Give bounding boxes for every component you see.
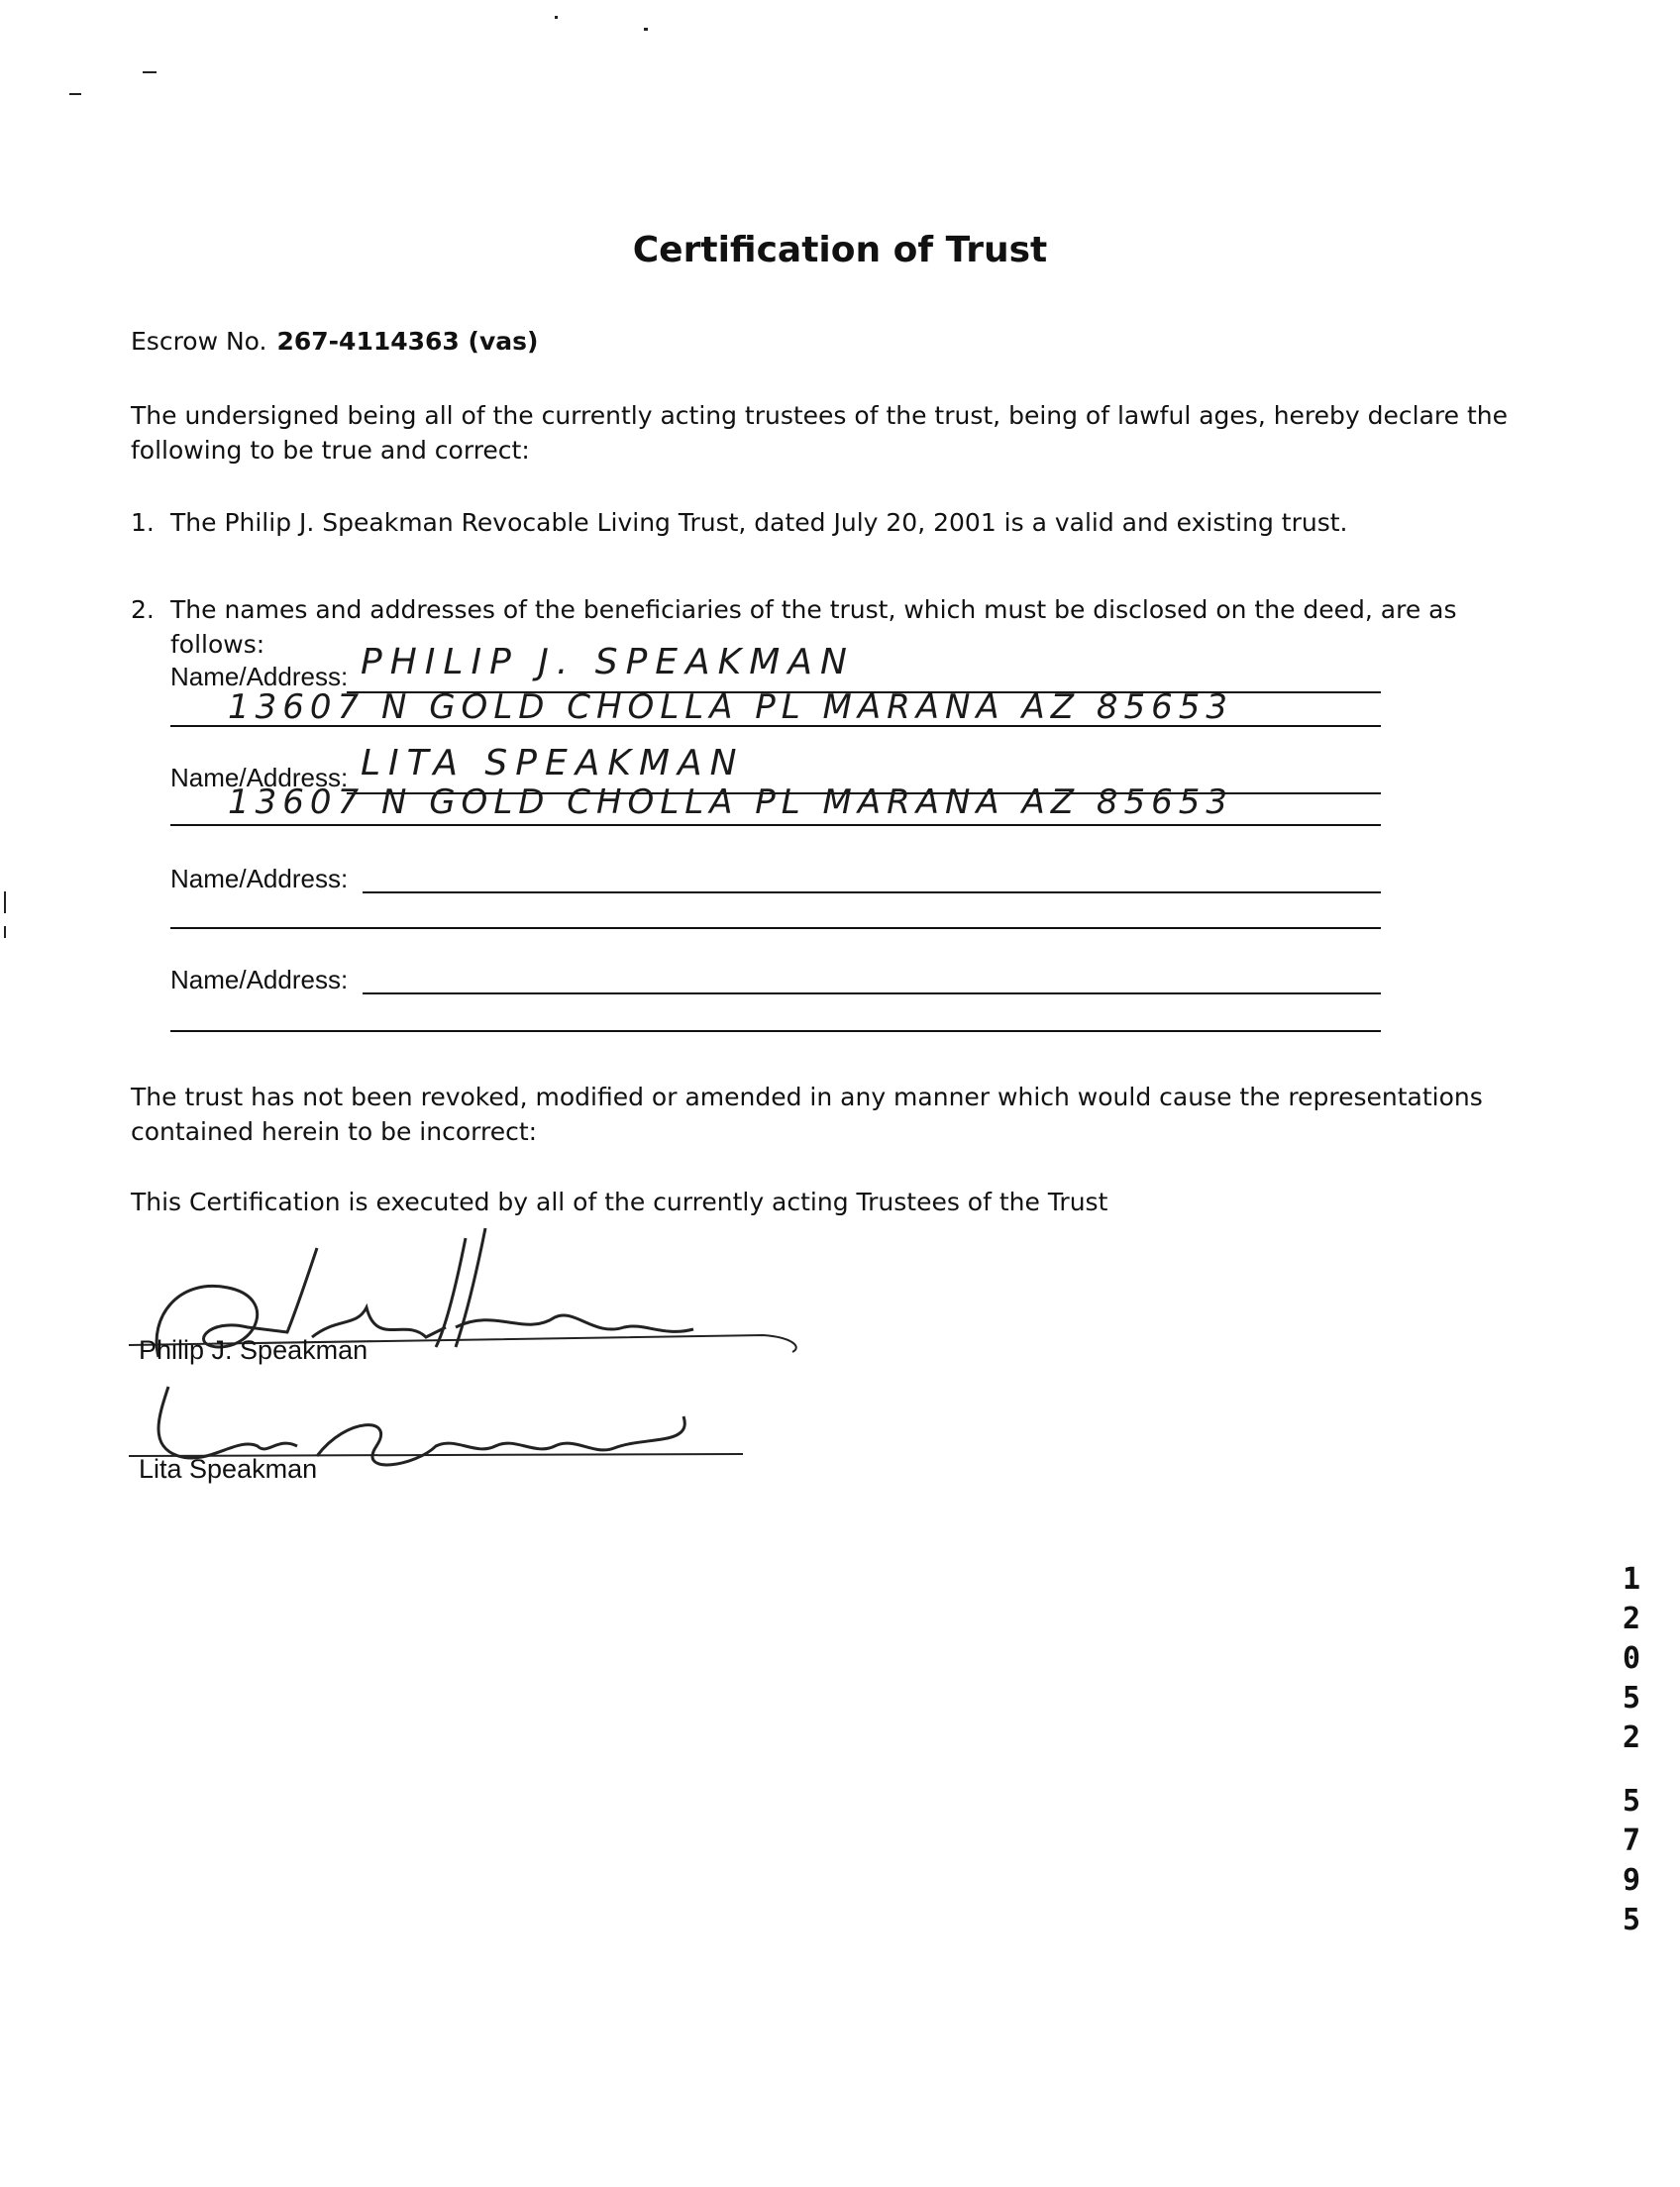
scan-speck <box>69 93 81 95</box>
stamp-digit: 2 <box>1622 1720 1641 1755</box>
signer-printed-name: Philip J. Speakman <box>139 1335 368 1365</box>
not-revoked-paragraph: The trust has not been revoked, modified or amended in any manner which would cause the representations contained herein to be incorrect: <box>131 1083 1483 1146</box>
item-1 <box>131 505 1518 540</box>
stamp-digit: 0 <box>1622 1641 1641 1676</box>
escrow-label: Escrow No. <box>131 327 267 356</box>
address-line <box>170 824 1381 826</box>
item-number: 1. <box>131 508 155 537</box>
scan-speck <box>143 71 157 73</box>
beneficiary-address-handwritten: 13607 N GOLD CHOLLA PL MARANA AZ 85653 <box>228 782 1234 822</box>
stamp-digit: 5 <box>1622 1784 1641 1819</box>
item-text: The names and addresses of the beneficiaries of the trust, which must be disclosed on the deed, are as <box>170 595 1457 624</box>
name-line <box>363 992 1381 994</box>
scan-speck <box>4 926 6 938</box>
address-line <box>170 927 1381 929</box>
address-line <box>170 725 1381 727</box>
stamp-digit: 9 <box>1622 1863 1641 1898</box>
escrow-line <box>131 327 538 356</box>
item-text: The Philip J. Speakman Revocable Living Trust, dated July 20, 2001 is a valid and existing trust. <box>170 508 1348 537</box>
scan-speck <box>644 28 648 31</box>
scan-speck <box>555 16 558 19</box>
stamp-digit: 2 <box>1622 1602 1641 1636</box>
escrow-number: 267-4114363 (vas) <box>276 327 539 356</box>
beneficiary-name-handwritten: LITA SPEAKMAN <box>361 743 745 783</box>
stamp-digit: 5 <box>1622 1903 1641 1937</box>
beneficiary-label: Name/Address: <box>170 662 349 691</box>
beneficiary-name-handwritten: PHILIP J. SPEAKMAN <box>361 642 855 682</box>
stamp-digit: 1 <box>1622 1562 1641 1597</box>
beneficiary-label: Name/Address: <box>170 864 349 893</box>
stamp-digit: 5 <box>1622 1681 1641 1716</box>
beneficiary-label: Name/Address: <box>170 763 349 792</box>
stamp-digit: 7 <box>1622 1823 1641 1858</box>
name-line <box>363 891 1381 893</box>
executed-statement: This Certification is executed by all of the currently acting Trustees of the Trust <box>131 1188 1108 1216</box>
beneficiary-label: Name/Address: <box>170 965 349 994</box>
scan-speck <box>4 891 6 913</box>
item-continuation: follows: <box>170 630 265 659</box>
beneficiary-address-handwritten: 13607 N GOLD CHOLLA PL MARANA AZ 85653 <box>228 687 1234 727</box>
document-title: Certification of Trust <box>632 230 1048 270</box>
address-line <box>170 1030 1381 1032</box>
intro-paragraph: The undersigned being all of the currently acting trustees of the trust, being of lawful ages, hereby declare the following to be true and correct: <box>131 401 1509 465</box>
signer-printed-name: Lita Speakman <box>139 1454 318 1484</box>
recording-stamp <box>1617 1560 1646 1940</box>
item-number: 2. <box>131 595 155 624</box>
